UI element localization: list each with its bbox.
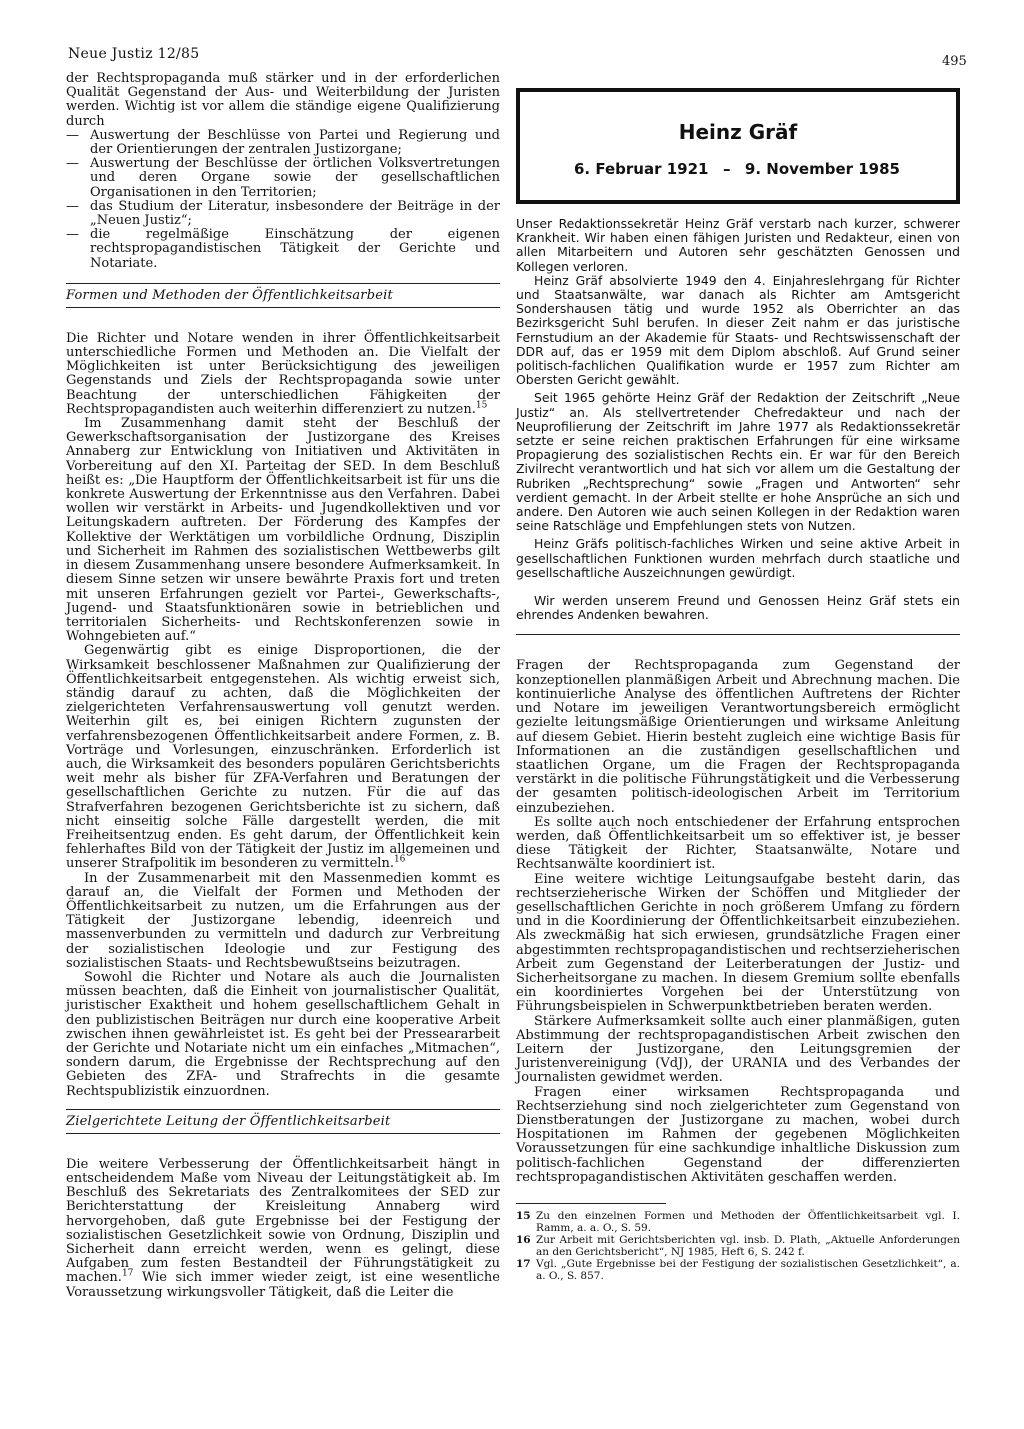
paragraph: Die Richter und Notare wenden in ihrer Öffentlichkeitsarbeit unterschiedliche Formen und Methoden an. Die Vielfalt der Möglichkeiten ist unter Berücksichtigung des jeweiligen Gegenstands und Ziels der Rechtspropaganda sowie unter Beachtung der unterschiedlichen Fähigkeiten der Rechtspropagandisten auch weiterhin differenziert zu nutzen.$^{15}$ (66, 330, 500, 417)
footnote: 16 Zur Arbeit mit Gerichtsberichten vgl. insb. D. Plath, „Aktuelle Anforderungen an den Gerichtsbericht“, NJ 1985, Heft 6, S. 242 f. (516, 1234, 960, 1258)
date-dash: – (722, 160, 731, 178)
running-header: Neue Justiz 12/85 (68, 46, 200, 62)
footnote-ref: 16 (393, 855, 406, 866)
death-date: 9. November 1985 (744, 160, 900, 178)
paragraph: Seit 1965 gehörte Heinz Gräf der Redaktion der Zeitschrift „Neue Justiz“ an. Als stellvertretender Chefredakteur und nach der Neuprofilierung der Zeitschrift im Jahre 1977 als Redaktionssekretär setzte er seine reichen praktischen Erfahrungen für eine wirksame Propagierung des sozialistischen Rechts ein. Er war für den Bereich Zivilrecht verantwortlich und hat sich vor allem um die Gestaltung der Rubriken „Rechtsprechung“ sowie „Fragen und Antworten“ sehr verdient gemacht. In der Arbeit stellte er hohe Ansprüche an sich und andere. Den Autoren wie auch seinen Kollegen in der Redaktion waren seine Ratschläge und Empfehlungen stets von Nutzen. (516, 390, 960, 534)
birth-date: 6. Februar 1921 (574, 160, 709, 178)
section-divider (516, 634, 960, 635)
section-divider (66, 1109, 500, 1110)
paragraph: Heinz Gräf absolvierte 1949 den 4. Einjahreslehrgang für Richter und Staatsanwälte, war danach als Richter am Amtsgericht Sondershausen tätig und wurde 1952 als Oberrichter an das Bezirksgericht Suhl berufen. In dieser Zeit nahm er das juristische Fernstudium an der Akademie für Staats- und Rechtswissenschaft der DDR auf, das er 1959 mit dem Diplom abschloß. Auf Grund seiner politisch-fachlichen Qualifikation wurde er 1957 zum Richter am Obersten Gericht gewählt. (516, 272, 960, 388)
paragraph: Fragen einer wirksamen Rechtspropaganda und Rechtserziehung sind noch zielgerichteter zum Gegenstand von Dienstberatungen der Justizorgane zu machen, wobei durch Hospitationen im Rahmen der gegebenen Möglichkeiten Voraussetzungen für eine sachkundige inhaltliche Diskussion zum politisch-fachlichen Gegenstand der differenzierten rechtspropagandistischen Aktivitäten geschaffen werden. (516, 1084, 960, 1185)
footnotes (516, 1210, 960, 1282)
list-item: — Auswertung der Beschlüsse der örtlichen Volksvertretungen und deren Organe sowie der gesellschaftlichen Organisationen in den Territorien; (66, 157, 500, 200)
section-heading-leitung: Zielgerichtete Leitung der Öffentlichkeitsarbeit (66, 1113, 391, 1129)
right-column (516, 72, 960, 1282)
paragraph: Es sollte auch noch entschiedener der Erfahrung entsprochen werden, daß Öffentlichkeitsarbeit um so effektiver ist, je besser diese Tätigkeit der Richter, Staatsanwälte, Notare und Rechtsanwälte koordiniert ist. (516, 814, 960, 873)
intro-paragraph: der Rechtspropaganda muß stärker und in der erforderlichen Qualität Gegenstand der Aus- und Weiterbildung der Juristen werden. Wichtig ist vor allem die ständige eigene Qualifizierung durch (66, 71, 500, 129)
footnote: 17 Vgl. „Gute Ergebnisse bei der Festigung der sozialistischen Gesetzlichkeit“, a. a. O., S. 857. (516, 1258, 960, 1282)
paragraph: Sowohl die Richter und Notare als auch die Journalisten müssen beachten, daß die Einheit von journalistischer Qualität, juristischer Exaktheit und hohem gesellschaftlichem Gehalt in den publizistischen Beiträgen nur durch eine kooperative Arbeit zwischen ihnen gewährleistet ist. Es geht bei der Presseararbeit der Gerichte und Notariate nicht um ein einfaches „Mitmachen“, sondern darum, die Ergebnisse der Rechtsprechung auf den Gebieten des ZFA- und Strafrechts in die gesamte Rechtspublizistik einzuordnen. (66, 969, 500, 1099)
footnote: 15 Zu den einzelnen Formen und Methoden der Öffentlichkeitsarbeit vgl. I. Ramm, a. a. O., S. 59. (516, 1210, 960, 1234)
list-item: — das Studium der Literatur, insbesondere der Beiträge in der „Neuen Justiz“; (66, 200, 500, 228)
section-heading-formen: Formen und Methoden der Öffentlichkeitsarbeit (66, 287, 393, 303)
page-number: 495 (942, 54, 967, 69)
paragraph: Im Zusammenhang damit steht der Beschluß der Gewerkschaftsorganisation der Justizorgane des Kreises Annaberg zur Entwicklung von Initiativen und Aktivitäten in Vorbereitung auf den XI. Parteitag der SED. In dem Beschluß heißt es: „Die Hauptform der Öffentlichkeitsarbeit ist für uns die konkrete Auswertung der Erkenntnisse aus den Verfahren. Dabei wollen wir verstärkt in Arbeits- und Jugendkollektiven und vor Leitungskadern auftreten. Der Förderung des Kampfes der Kollektive der Werktätigen um vorbildliche Ordnung, Disziplin und Sicherheit im Rahmen des sozialistischen Wettbewerbs gilt in diesem Zusammenhang unsere besondere Aufmerksamkeit. In diesem Sinne setzen wir unsere bewährte Praxis fort und treten mit unseren Erfahrungen gezielt vor Partei-, Gewerkschafts-, Jugend- und Staatsfunktionären sowie in betrieblichen und territorialen Sicherheits- und Rechtskonferenzen sowie in Wohngebieten auf.“ (66, 416, 500, 645)
paragraph: Fragen der Rechtspropaganda zum Gegenstand der konzeptionellen planmäßigen Arbeit und Abrechnung machen. Die kontinuierliche Analyse des öffentlichen Auftretens der Richter und Notare im jeweiligen Verantwortungsbereich ermöglicht gezielte leitungsmäßige Orientierungen und wirksame Anleitung auf diesem Gebiet. Hierin besteht zugleich eine wichtige Basis für Informationen an die zuständigen gesellschaftlichen und staatlichen Organe, um die Fragen der Rechtspropaganda verstärkt in die politische Führungstätigkeit und die Verbesserung der gesamten politisch-ideologischen Arbeit im Territorium einzubeziehen. (516, 658, 960, 816)
footnote-ref: 15 (475, 400, 488, 411)
obituary-name: Heinz Gräf (678, 120, 798, 144)
qualification-list (66, 129, 500, 271)
left-column (66, 72, 500, 1300)
paragraph: Stärkere Aufmerksamkeit sollte auch einer planmäßigen, guten Abstimmung der rechtspropagandistischen Arbeit zwischen den Leitern der Justizorgane, den Leitungsgremien der Juristenvereinigung (VdJ), der URANIA und des Verbandes der Journalisten gewidmet werden. (516, 1013, 960, 1086)
obituary-dates (520, 160, 956, 178)
obituary-box (516, 88, 960, 204)
list-item: — die regelmäßige Einschätzung der eigenen rechtspropagandistischen Tätigkeit der Gerichte und Notariate. (66, 228, 500, 271)
obituary-text (516, 217, 960, 622)
paragraph: In der Zusammenarbeit mit den Massenmedien kommt es darauf an, die Vielfalt der Formen und Methoden der Öffentlichkeitsarbeit zu nutzen, um die Erfahrungen aus der Tätigkeit der Justizorgane lebendig, ideenreich und massenverbunden zu vermitteln und dadurch zur Verbreitung der sozialistischen Ideologie und zur Festigung des sozialistischen Staats- und Rechtsbewußtseins beizutragen. (66, 870, 500, 971)
list-item: — Auswertung der Beschlüsse von Partei und Regierung und der Orientierungen der zentralen Justizorgane; (66, 129, 500, 157)
paragraph: Die weitere Verbesserung der Öffentlichkeitsarbeit hängt in entscheidendem Maße vom Niveau der Leitungstätigkeit ab. Im Beschluß des Sekretariats des Zentralkomitees der SED zur Berichterstattung der Kreisleitung Annaberg wird hervorgehoben, daß gute Ergebnisse bei der Festigung der sozialistischen Gesetzlichkeit sowie von Ordnung, Disziplin und Sicherheit dann erreicht werden, wenn es gelingt, diese Aufgaben zum festen Bestandteil der Führungstätigkeit zu machen.$^{17}$ Wie sich immer wieder zeigt, ist eine wesentliche Voraussetzung wirkungsvoller Tätigkeit, daß die Leiter die (66, 1156, 500, 1300)
section-divider (66, 283, 500, 284)
footnote-ref: 17 (121, 1269, 134, 1280)
paragraph: Eine weitere wichtige Leitungsaufgabe besteht darin, das rechtserzieherische Wirken der Schöffen und Mitglieder der gesellschaftlichen Gerichte in noch größerem Umfang zu fördern und in die Koordinierung der Öffentlichkeitsarbeit einzubeziehen. Als zweckmäßig hat sich erwiesen, grundsätzliche Fragen einer abgestimmten rechtspropagandistischen und rechtserzieherischen Arbeit zum Gegenstand der Leiterberatungen der Justiz- und Sicherheitsorgane zu machen. In diesem Gremium sollte ebenfalls ein koordiniertes Vorgehen bei der Unterstützung von Führungsbeispielen in Schwerpunktbetrieben beraten werden. (516, 871, 960, 1015)
paragraph: Heinz Gräfs politisch-fachliches Wirken und seine aktive Arbeit in gesellschaftlichen Funktionen wurden mehrfach durch staatliche und gesellschaftliche Auszeichnungen gewürdigt. (516, 536, 960, 580)
paragraph: Wir werden unserem Freund und Genossen Heinz Gräf stets ein ehrendes Andenken bewahren. (516, 593, 960, 623)
footnote-divider (516, 1203, 666, 1204)
paragraph: Gegenwärtig gibt es einige Disproportionen, die der Wirksamkeit beschlossener Maßnahmen zur Qualifizierung der Öffentlichkeitsarbeit entgegenstehen. Als wichtig erweist sich, ständig darauf zu achten, daß die Möglichkeiten der zielgerichteten Verfahrensauswertung voll genutzt werden. Weiterhin gilt es, bei einigen Richtern zugunsten der verfahrensbezogenen Öffentlichkeitsarbeit andere Formen, z. B. Vorträge und Vorlesungen, einzuschränken. Erforderlich ist auch, die Wirksamkeit des besonders populären Gerichtsberichts weit mehr als bisher für ZFA-Verfahren und Beratungen der gesellschaftlichen Gerichte zu nutzen. Für die auf das Strafverfahren bezogenen Gerichtsberichte ist zu sichern, daß nicht einseitig solche Fälle dargestellt werden, die mit Freiheitsentzug enden. Es geht darum, der Öffentlichkeit kein fehlerhaftes Bild von der Tätigkeit der Justiz im allgemeinen und unserer Strafpolitik im besonderen zu vermitteln.$^{16}$ (66, 643, 500, 872)
paragraph: Unser Redaktionssekretär Heinz Gräf verstarb nach kurzer, schwerer Krankheit. Wir haben einen fähigen Juristen und Redakteur, einen von allen Mitarbeitern und Autoren sehr geschätzten Genossen und Kollegen verloren. (516, 216, 960, 274)
